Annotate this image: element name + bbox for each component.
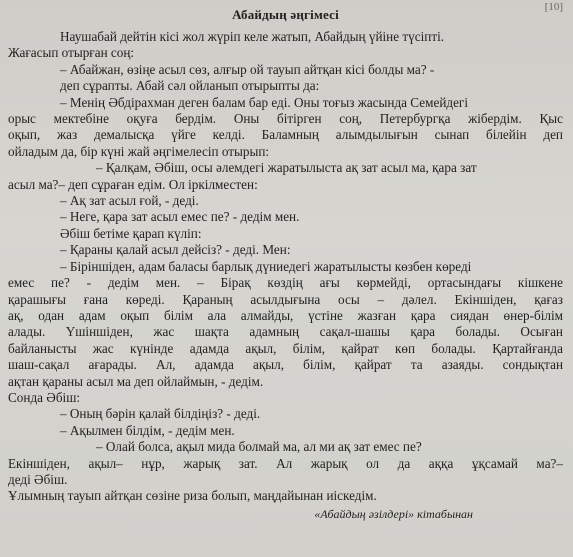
story-title: Абайдың әңгімесі [232, 7, 339, 22]
text-line: – Біріншіден, адам баласы барлық дүниедегі жаратылысты көзбен көреді [60, 258, 472, 274]
text-line: байланысты жас күнінде адамда ақыл, білім, қайрат көп болады. Қартайғанда [8, 340, 563, 356]
text-line: – Олай болса, ақыл мида болмай ма, ал ми ақ зат емес пе? [96, 439, 422, 455]
text-line: асыл ма?– деп сұраған едім. Ол іркілместен: [8, 176, 258, 192]
text-line: Әбіш бетіме қарап күліп: [60, 225, 202, 241]
text-line: Ұлымның тауып айтқан сөзіне риза болып, маңдайынан иіскедім. [8, 488, 377, 504]
text-line: Жағасып отырған соң: [8, 45, 135, 61]
text-line: орыс мектебіне оқуға бердім. Оны бітірген соң, Петербургқа жібердім. Қыс [8, 111, 563, 127]
text-line: ақтан қараны асыл ма деп ойлаймын, - дедім. [8, 373, 264, 389]
text-line: алады. Үшіншіден, жас шақта адамның сақал-шашы қара болады. Осыған [8, 324, 563, 340]
text-line: – Қараны қалай асыл дейсіз? - деді. Мен: [60, 242, 291, 258]
text-line: – Ақылмен білдім, - дедім мен. [60, 422, 235, 438]
text-line: – Менің Әбдірахман деген балам бар еді. Оны тоғыз жасында Семейдегі [60, 94, 469, 110]
text-line: шаш-сақал ағарады. Ал, адамда ақыл, білім, қайрат та азаяды. сондықтан [8, 357, 563, 373]
text-line: – Абайжан, өзіңе асыл сөз, алғыр ой тауып айтқан кісі болды ма? - [60, 61, 435, 77]
text-line: деп сұрапты. Абай сәл ойланып отырыпты да: [60, 78, 320, 94]
text-line: ойладым да, бір күні жай әңгімелесіп отырып: [8, 143, 270, 159]
source-citation: «Абайдың әзілдері» кітабынан [314, 506, 473, 521]
text-line: – Ақ зат асыл ғой, - деді. [60, 193, 199, 209]
text-line: – Оның бәрін қалай білдіңіз? - деді. [60, 406, 261, 422]
text-line: Наушабай дейтін кісі жол жүріп келе жатып, Абайдың үйіне түсіпті. [60, 29, 445, 44]
text-line: емес пе? - дедім мен. – Бірақ көздің ағы көрмейді, ортасындағы кішкене [8, 275, 563, 291]
text-line: ақ, одан адам оқып білім ала алмайды, үстіне жазған қара сиядан өнер-білім [8, 307, 563, 323]
text-line: қарашығы ғана көреді. Қараның асылдығына осы – дәлел. Екіншіден, қағаз [8, 291, 563, 307]
page-number: [10] [544, 1, 563, 13]
text-line: Сонда Әбіш: [8, 389, 81, 405]
text-line: Екіншіден, ақыл– нұр, жарық зат. Ал жарық ол да аққа ұқсамай ма?– [8, 455, 563, 471]
text-line: – Қалқам, Әбіш, осы әлемдегі жаратылыста ақ зат асыл ма, қара зат [96, 160, 477, 176]
text-line: деді Әбіш. [8, 471, 68, 487]
text-line: оқып, жаз демалысқа үйге келді. Баламның алымдылығын сынап білейін деп [8, 127, 563, 143]
text-line: – Неге, қара зат асыл емес пе? - дедім мен. [60, 209, 300, 225]
